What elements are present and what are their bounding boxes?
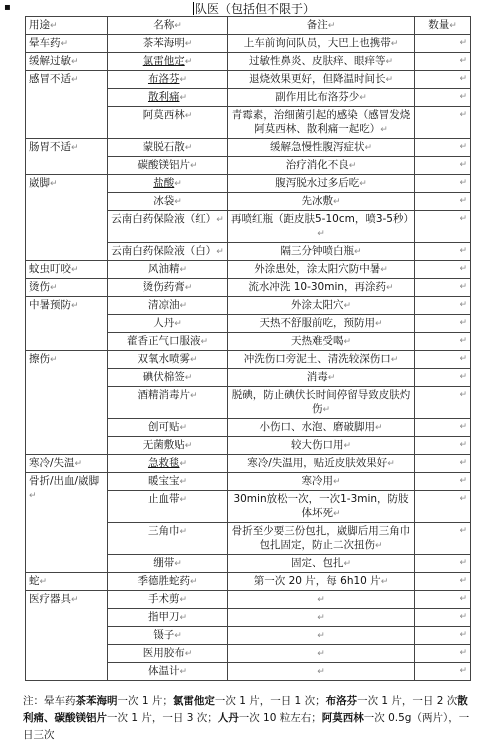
name-cell: 三角巾↵ [108, 523, 228, 555]
table-row [26, 455, 471, 473]
note-cell: 30min放松一次，一次1-3min，防肢体坏死↵ [228, 491, 415, 523]
name-cell: 茶苯海明↵ [108, 35, 228, 53]
note-cell: ↵ [228, 627, 415, 645]
use-cell: 晕车药↵ [26, 35, 108, 53]
header-qty: 数量↵ [415, 17, 471, 35]
qty-cell[interactable]: ↵ [415, 555, 471, 573]
note-cell: ↵ [228, 663, 415, 681]
name-cell: 散利痛↵ [108, 89, 228, 107]
name-cell: 镊子↵ [108, 627, 228, 645]
qty-cell[interactable]: ↵ [415, 369, 471, 387]
qty-cell[interactable]: ↵ [415, 437, 471, 455]
note-cell: 冲洗伤口旁泥土、清洗较深伤口↵ [228, 351, 415, 369]
note-cell: 骨折至少要三份包扎，崴脚后用三角巾包扎固定，防止二次扭伤↵ [228, 523, 415, 555]
header-use: 用途↵ [26, 17, 108, 35]
qty-cell[interactable]: ↵ [415, 473, 471, 491]
name-cell: 氯雷他定↵ [108, 53, 228, 71]
table-row [26, 573, 471, 591]
name-cell: 急救毯↵ [108, 455, 228, 473]
note-cell: 小伤口、水泡、磨破脚用↵ [228, 419, 415, 437]
note-cell: 流水冲洗 10-30min，再涂药↵ [228, 279, 415, 297]
note-cell: 过敏性鼻炎、皮肤痒、眼痒等↵ [228, 53, 415, 71]
qty-cell[interactable]: ↵ [415, 663, 471, 681]
name-cell: 风油精↵ [108, 261, 228, 279]
use-cell: 骨折/出血/崴脚↵ [26, 473, 108, 573]
table-row [26, 71, 471, 89]
note-cell: 寒冷/失温用，贴近皮肤效果好↵ [228, 455, 415, 473]
table-row [26, 53, 471, 71]
qty-cell[interactable]: ↵ [415, 315, 471, 333]
note-cell: 治疗消化不良↵ [228, 157, 415, 175]
note-cell: 隔三分钟喷白瓶↵ [228, 243, 415, 261]
qty-cell[interactable]: ↵ [415, 573, 471, 591]
table-row [26, 591, 471, 609]
qty-cell[interactable]: ↵ [415, 35, 471, 53]
use-cell: 感冒不适↵ [26, 71, 108, 139]
note-cell: 外涂患处，涂太阳穴防中暑↵ [228, 261, 415, 279]
name-cell: 医用胶布↵ [108, 645, 228, 663]
note-cell: 天热不舒服前吃，预防用↵ [228, 315, 415, 333]
note-cell: 副作用比布洛芬少↵ [228, 89, 415, 107]
qty-cell[interactable]: ↵ [415, 491, 471, 523]
name-cell: 季德胜蛇药↵ [108, 573, 228, 591]
note-cell: 上车前询问队员，大巴上也携带↵ [228, 35, 415, 53]
name-cell: 冰袋↵ [108, 193, 228, 211]
table-row [26, 35, 471, 53]
use-cell: 烫伤↵ [26, 279, 108, 297]
table-row [26, 279, 471, 297]
name-cell: 清凉油↵ [108, 297, 228, 315]
note-cell: ↵ [228, 609, 415, 627]
use-cell: 肠胃不适↵ [26, 139, 108, 175]
use-cell: 崴脚↵ [26, 175, 108, 261]
header-name: 名称↵ [108, 17, 228, 35]
note-cell: 消毒↵ [228, 369, 415, 387]
qty-cell[interactable]: ↵ [415, 609, 471, 627]
note-cell: 再喷红瓶（距皮肤5-10cm，喷3-5秒）↵ [228, 211, 415, 243]
table-row [26, 297, 471, 315]
note-cell: 腹泻脱水过多后吃↵ [228, 175, 415, 193]
name-cell: 烫伤药膏↵ [108, 279, 228, 297]
name-cell: 云南白药保险液（红）↵ [108, 211, 228, 243]
qty-cell[interactable]: ↵ [415, 261, 471, 279]
qty-cell[interactable]: ↵ [415, 193, 471, 211]
name-cell: 手术剪↵ [108, 591, 228, 609]
qty-cell[interactable]: ↵ [415, 243, 471, 261]
name-cell: 双氧水喷雾↵ [108, 351, 228, 369]
text-cursor [193, 2, 194, 15]
qty-cell[interactable]: ↵ [415, 139, 471, 157]
table-body [26, 35, 471, 681]
name-cell: 无菌敷贴↵ [108, 437, 228, 455]
note-cell: ↵ [228, 645, 415, 663]
section-title-text: 队医（包括但不限于） [195, 2, 316, 16]
note-cell: 天热难受喝↵ [228, 333, 415, 351]
qty-cell[interactable]: ↵ [415, 89, 471, 107]
note-cell: 外涂太阳穴↵ [228, 297, 415, 315]
table-row [26, 261, 471, 279]
note-cell: 寒冷用↵ [228, 473, 415, 491]
name-cell: 碳酸镁铝片↵ [108, 157, 228, 175]
name-cell: 暖宝宝↵ [108, 473, 228, 491]
note-cell: 固定、包扎↵ [228, 555, 415, 573]
use-cell: 寒冷/失温↵ [26, 455, 108, 473]
note-cell: 青霉素，治细菌引起的感染（感冒发烧阿莫西林、散利痛一起吃）↵ [228, 107, 415, 139]
note-cell: 脱碘，防止碘伏长时间停留导致皮肤灼伤↵ [228, 387, 415, 419]
qty-cell[interactable]: ↵ [415, 627, 471, 645]
table-header-row [26, 17, 471, 35]
name-cell: 布洛芬↵ [108, 71, 228, 89]
footer-note: 注：晕车药茶苯海明一次 1 片；氯雷他定一次 1 片，一日 1 次；布洛芬一次 1 片，一日 2 次散利痛、碳酸镁铝片一次 1 片，一日 3 次；人丹一次 10 粒左右；阿莫西林一次 0.5g（两片），一日三次 [23, 695, 470, 741]
qty-cell[interactable]: ↵ [415, 523, 471, 555]
table-row [26, 139, 471, 157]
header-note: 备注↵ [228, 17, 415, 35]
qty-cell[interactable]: ↵ [415, 107, 471, 139]
qty-cell[interactable]: ↵ [415, 591, 471, 609]
name-cell: 云南白药保险液（白）↵ [108, 243, 228, 261]
use-cell: 缓解过敏↵ [26, 53, 108, 71]
name-cell: 藿香正气口服液↵ [108, 333, 228, 351]
qty-cell[interactable]: ↵ [415, 71, 471, 89]
name-cell: 止血带↵ [108, 491, 228, 523]
note-cell: 第一次 20 片，每 6h10 片↵ [228, 573, 415, 591]
table-row [26, 351, 471, 369]
section-title [193, 0, 315, 17]
name-cell: 蒙脱石散↵ [108, 139, 228, 157]
qty-cell[interactable]: ↵ [415, 645, 471, 663]
bullet-marker: ▪ [4, 2, 11, 13]
name-cell: 盐酸↵ [108, 175, 228, 193]
note-cell: 缓解急慢性腹泻症状↵ [228, 139, 415, 157]
name-cell: 碘伏棉签↵ [108, 369, 228, 387]
medicine-table [25, 16, 471, 681]
name-cell: 绷带↵ [108, 555, 228, 573]
use-cell: 蚊虫叮咬↵ [26, 261, 108, 279]
name-cell: 酒精消毒片↵ [108, 387, 228, 419]
name-cell: 阿莫西林↵ [108, 107, 228, 139]
name-cell: 指甲刀↵ [108, 609, 228, 627]
qty-cell[interactable]: ↵ [415, 333, 471, 351]
table-row [26, 175, 471, 193]
qty-cell[interactable]: ↵ [415, 211, 471, 243]
qty-cell[interactable]: ↵ [415, 279, 471, 297]
name-cell: 创可贴↵ [108, 419, 228, 437]
qty-cell[interactable]: ↵ [415, 157, 471, 175]
note-cell: 先冰敷↵ [228, 193, 415, 211]
qty-cell[interactable]: ↵ [415, 175, 471, 193]
use-cell: 医疗器具↵ [26, 591, 108, 681]
note-cell: ↵ [228, 591, 415, 609]
qty-cell[interactable]: ↵ [415, 297, 471, 315]
name-cell: 人丹↵ [108, 315, 228, 333]
name-cell: 体温计↵ [108, 663, 228, 681]
use-cell: 擦伤↵ [26, 351, 108, 455]
table-row [26, 473, 471, 491]
qty-cell[interactable]: ↵ [415, 455, 471, 473]
use-cell: 中暑预防↵ [26, 297, 108, 351]
qty-cell[interactable]: ↵ [415, 53, 471, 71]
note-cell: 较大伤口用↵ [228, 437, 415, 455]
qty-cell[interactable]: ↵ [415, 387, 471, 419]
qty-cell[interactable]: ↵ [415, 419, 471, 437]
note-cell: 退烧效果更好，但降温时间长↵ [228, 71, 415, 89]
qty-cell[interactable]: ↵ [415, 351, 471, 369]
use-cell: 蛇↵ [26, 573, 108, 591]
